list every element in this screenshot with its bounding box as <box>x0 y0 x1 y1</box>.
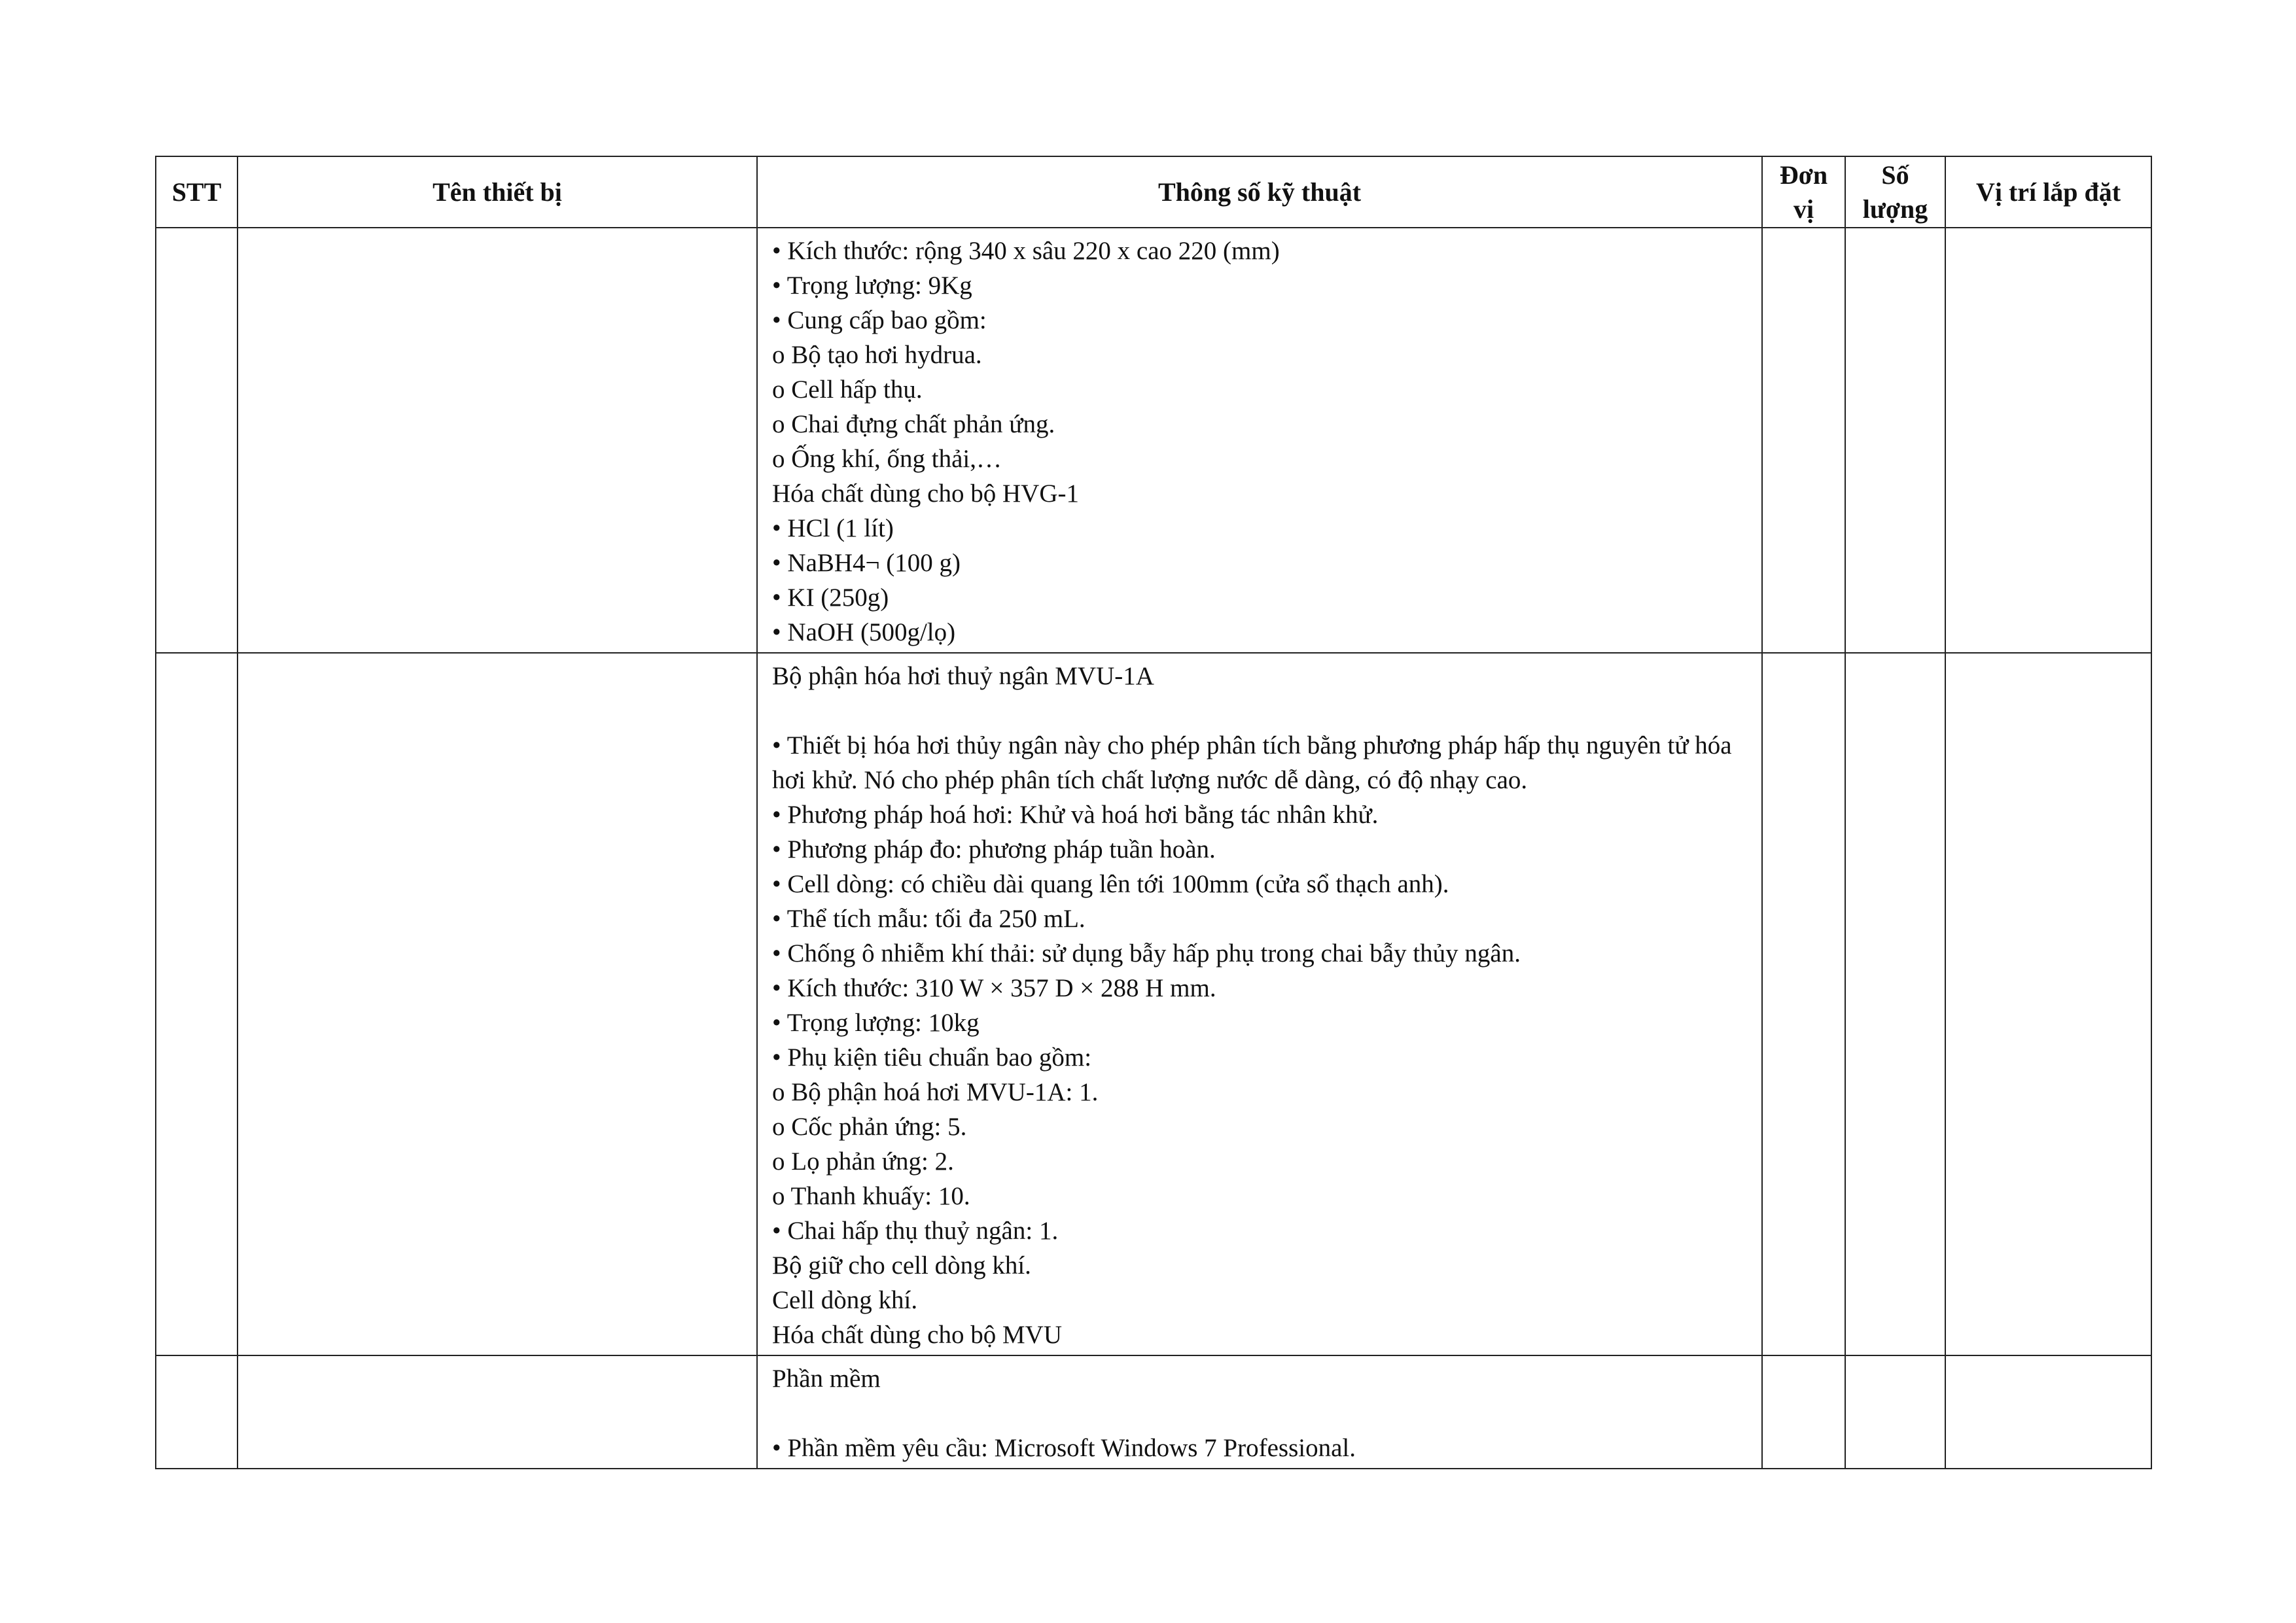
spec-line: • Phương pháp đo: phương pháp tuần hoàn. <box>772 835 1216 864</box>
header-device-name: Tên thiết bị <box>238 156 757 228</box>
spec-line: Phần mềm <box>772 1365 881 1393</box>
equipment-spec-table <box>155 156 2152 1469</box>
spec-line: o Chai đựng chất phản ứng. <box>772 410 1055 438</box>
header-install-location: Vị trí lắp đặt <box>1945 156 2151 228</box>
spec-line: • Thể tích mẫu: tối đa 250 mL. <box>772 905 1086 933</box>
spec-line: o Bộ phận hoá hơi MVU-1A: 1. <box>772 1078 1099 1106</box>
spec-line: • Kích thước: 310 W × 357 D × 288 H mm. <box>772 974 1216 1002</box>
stt-cell <box>156 653 238 1355</box>
spec-line: o Lọ phản ứng: 2. <box>772 1147 954 1176</box>
location-cell <box>1945 1355 2151 1469</box>
spec-line: • Cell dòng: có chiều dài quang lên tới 100mm (cửa sổ thạch anh). <box>772 870 1449 898</box>
spec-line: o Cốc phản ứng: 5. <box>772 1113 967 1141</box>
table-header-row <box>156 156 2151 228</box>
spec-line-blank <box>772 693 1747 728</box>
spec-line: • Chống ô nhiễm khí thải: sử dụng bẫy hấp phụ trong chai bẫy thủy ngân. <box>772 939 1521 968</box>
spec-line: • Phụ kiện tiêu chuẩn bao gồm: <box>772 1043 1092 1072</box>
stt-cell <box>156 228 238 653</box>
spec-line: o Ống khí, ống thải,… <box>772 445 1002 473</box>
spec-line: • HCl (1 lít) <box>772 514 894 542</box>
spec-line: • Kích thước: rộng 340 x sâu 220 x cao 220 (mm) <box>772 237 1280 265</box>
stt-cell <box>156 1355 238 1469</box>
spec-line: o Thanh khuấy: 10. <box>772 1182 970 1210</box>
unit-cell <box>1762 653 1845 1355</box>
spec-line: • Trọng lượng: 9Kg <box>772 271 972 300</box>
spec-cell <box>757 228 1762 653</box>
unit-cell <box>1762 1355 1845 1469</box>
spec-line-blank <box>772 1396 1747 1431</box>
header-technical-specs: Thông số kỹ thuật <box>757 156 1762 228</box>
header-stt: STT <box>156 156 238 228</box>
spec-line: • Cung cấp bao gồm: <box>772 306 987 334</box>
spec-line: Cell dòng khí. <box>772 1286 918 1314</box>
spec-line: Bộ giữ cho cell dòng khí. <box>772 1251 1031 1280</box>
spec-line: Bộ phận hóa hơi thuỷ ngân MVU-1A <box>772 662 1154 690</box>
spec-cell <box>757 1355 1762 1469</box>
spec-cell <box>757 653 1762 1355</box>
unit-cell <box>1762 228 1845 653</box>
spec-line: • NaOH (500g/lọ) <box>772 618 956 646</box>
location-cell <box>1945 653 2151 1355</box>
table-row <box>156 1355 2151 1469</box>
table-row <box>156 653 2151 1355</box>
spec-line: • Trọng lượng: 10kg <box>772 1009 980 1037</box>
table-row <box>156 228 2151 653</box>
header-quantity: Số lượng <box>1845 156 1945 228</box>
spec-line: Hóa chất dùng cho bộ HVG-1 <box>772 480 1079 508</box>
quantity-cell <box>1845 653 1945 1355</box>
spec-line: • KI (250g) <box>772 584 889 612</box>
spec-line: o Cell hấp thụ. <box>772 375 923 404</box>
spec-line: Hóa chất dùng cho bộ MVU <box>772 1321 1062 1349</box>
spec-line: • Thiết bị hóa hơi thủy ngân này cho phép phân tích bằng phương pháp hấp thụ nguyên tử hóa hơi khử. Nó cho phép phân tích chất lượng nước dễ dàng, có độ nhạy cao. <box>772 731 1732 794</box>
quantity-cell <box>1845 1355 1945 1469</box>
device-name-cell <box>238 1355 757 1469</box>
location-cell <box>1945 228 2151 653</box>
spec-line: • Chai hấp thụ thuỷ ngân: 1. <box>772 1217 1059 1245</box>
device-name-cell <box>238 653 757 1355</box>
spec-line: • Phần mềm yêu cầu: Microsoft Windows 7 Professional. <box>772 1434 1356 1462</box>
spec-line: • Phương pháp hoá hơi: Khử và hoá hơi bằng tác nhân khử. <box>772 801 1379 829</box>
spec-line: • NaBH4¬ (100 g) <box>772 549 961 577</box>
device-name-cell <box>238 228 757 653</box>
quantity-cell <box>1845 228 1945 653</box>
spec-line: o Bộ tạo hơi hydrua. <box>772 341 982 369</box>
header-unit: Đơn vị <box>1762 156 1845 228</box>
